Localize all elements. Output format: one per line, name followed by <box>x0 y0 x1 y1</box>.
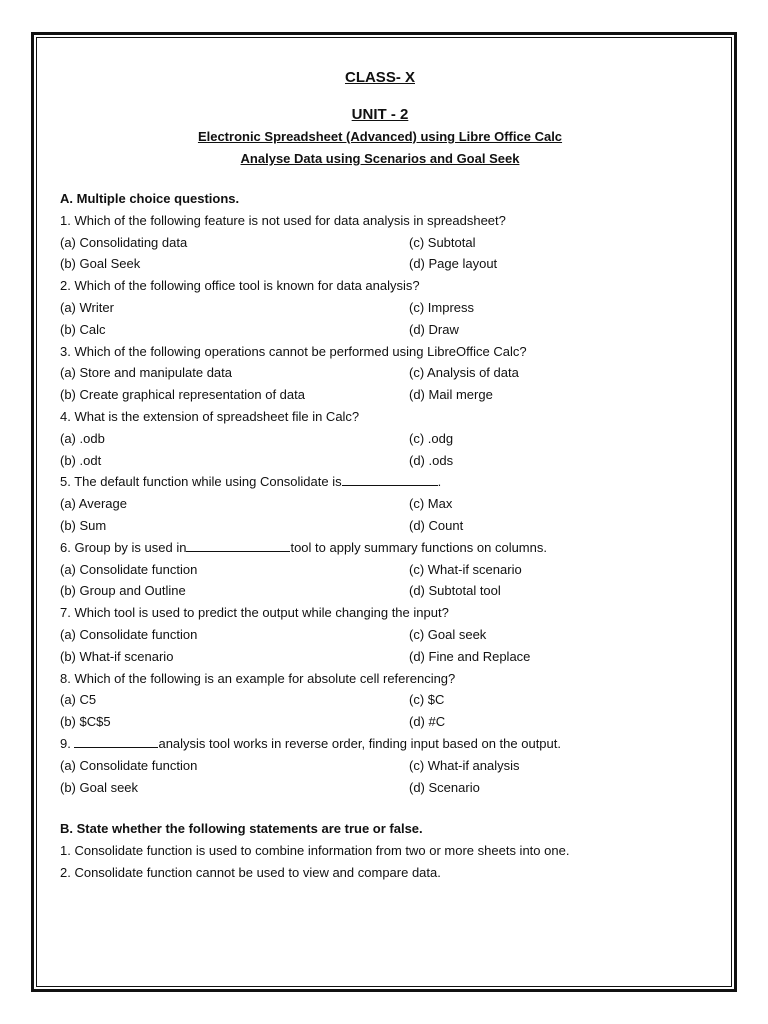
option-b: (b) Create graphical representation of data <box>60 387 305 403</box>
topic-title: Analyse Data using Scenarios and Goal Seek <box>240 151 520 166</box>
question-5-text-before: 5. The default function while using Consolidate is <box>60 474 342 490</box>
question-2-options-row-1 <box>60 297 700 319</box>
question-2: 2. Which of the following office tool is known for data analysis? <box>60 278 420 294</box>
option-c: (c) Analysis of data <box>409 365 519 381</box>
statement-1: 1. Consolidate function is used to combine information from two or more sheets into one. <box>60 843 570 859</box>
option-a: (a) Consolidate function <box>60 626 198 642</box>
option-b: (b) .odt <box>60 452 102 468</box>
question-9-options-row-2 <box>60 777 700 799</box>
option-c: (c) Max <box>409 496 453 512</box>
question-8: 8. Which of the following is an example for absolute cell referencing? <box>60 670 456 686</box>
question-3-options-row-2 <box>60 384 700 406</box>
question-5 <box>60 471 700 493</box>
question-5-text-after: . <box>437 474 442 490</box>
question-6-options-row-1 <box>60 559 700 581</box>
question-2-options-row-2 <box>60 319 700 341</box>
question-6-text-after: tool to apply summary functions on columns. <box>290 539 547 555</box>
question-4-options-row-1 <box>60 428 700 450</box>
question-6-text-before: 6. Group by is used in <box>60 539 187 555</box>
option-a: (a) C5 <box>60 692 97 708</box>
question-3-options-row-1 <box>60 362 700 384</box>
option-b: (b) Sum <box>60 517 107 533</box>
question-3: 3. Which of the following operations cannot be performed using LibreOffice Calc? <box>60 343 527 359</box>
question-5-options-row-2 <box>60 515 700 537</box>
question-9-options-row-1 <box>60 755 700 777</box>
option-a: (a) Consolidate function <box>60 757 198 773</box>
subject-title: Electronic Spreadsheet (Advanced) using Libre Office Calc <box>197 129 563 144</box>
option-d: (d) Count <box>409 517 464 533</box>
question-6 <box>60 537 700 559</box>
statement-2: 2. Consolidate function cannot be used to view and compare data. <box>60 864 441 880</box>
question-9 <box>60 733 700 755</box>
option-d: (d) Fine and Replace <box>409 648 531 664</box>
question-1-options-row-2 <box>60 253 700 275</box>
option-a: (a) .odb <box>60 430 105 446</box>
question-6-options-row-2 <box>60 580 700 602</box>
option-c: (c) What-if analysis <box>409 757 520 773</box>
option-c: (c) .odg <box>409 430 454 446</box>
class-title: CLASS- X <box>344 69 415 86</box>
option-a: (a) Average <box>60 496 127 512</box>
answer-blank <box>74 733 158 748</box>
question-4: 4. What is the extension of spreadsheet file in Calc? <box>60 408 360 424</box>
option-d: (d) Scenario <box>409 779 480 795</box>
question-9-text-before: 9. <box>60 735 71 751</box>
question-8-options-row-2 <box>60 711 700 733</box>
question-1-options-row-1 <box>60 232 700 254</box>
question-5-options-row-1 <box>60 493 700 515</box>
option-c: (c) What-if scenario <box>409 561 522 577</box>
option-b: (b) What-if scenario <box>60 648 174 664</box>
option-d: (d) Mail merge <box>409 387 493 403</box>
option-d: (d) #C <box>409 714 446 730</box>
option-a: (a) Store and manipulate data <box>60 365 232 381</box>
option-b: (b) Goal Seek <box>60 256 141 272</box>
question-9-text-after: analysis tool works in reverse order, finding input based on the output. <box>158 735 561 751</box>
option-b: (b) $C$5 <box>60 714 111 730</box>
question-7-options-row-1 <box>60 624 700 646</box>
section-a-heading: A. Multiple choice questions. <box>60 191 240 206</box>
question-8-options-row-1 <box>60 689 700 711</box>
section-b-heading: B. State whether the following statements are true or false. <box>60 821 423 837</box>
unit-title: UNIT - 2 <box>351 106 409 123</box>
option-c: (c) $C <box>409 692 445 708</box>
option-c: (c) Subtotal <box>409 234 476 250</box>
question-1: 1. Which of the following feature is not used for data analysis in spreadsheet? <box>60 212 506 228</box>
worksheet-content <box>60 66 700 884</box>
question-7-options-row-2 <box>60 646 700 668</box>
option-a: (a) Consolidating data <box>60 234 188 250</box>
option-c: (c) Goal seek <box>409 626 487 642</box>
question-4-options-row-2 <box>60 450 700 472</box>
question-7: 7. Which tool is used to predict the output while changing the input? <box>60 605 449 621</box>
option-a: (a) Consolidate function <box>60 561 198 577</box>
option-c: (c) Impress <box>409 299 474 315</box>
answer-blank <box>342 471 438 486</box>
option-d: (d) Page layout <box>409 256 498 272</box>
option-b: (b) Calc <box>60 321 106 337</box>
option-a: (a) Writer <box>60 299 114 315</box>
option-d: (d) .ods <box>409 452 454 468</box>
option-d: (d) Draw <box>409 321 459 337</box>
answer-blank <box>186 537 290 552</box>
option-b: (b) Goal seek <box>60 779 139 795</box>
option-b: (b) Group and Outline <box>60 583 186 599</box>
option-d: (d) Subtotal tool <box>409 583 501 599</box>
